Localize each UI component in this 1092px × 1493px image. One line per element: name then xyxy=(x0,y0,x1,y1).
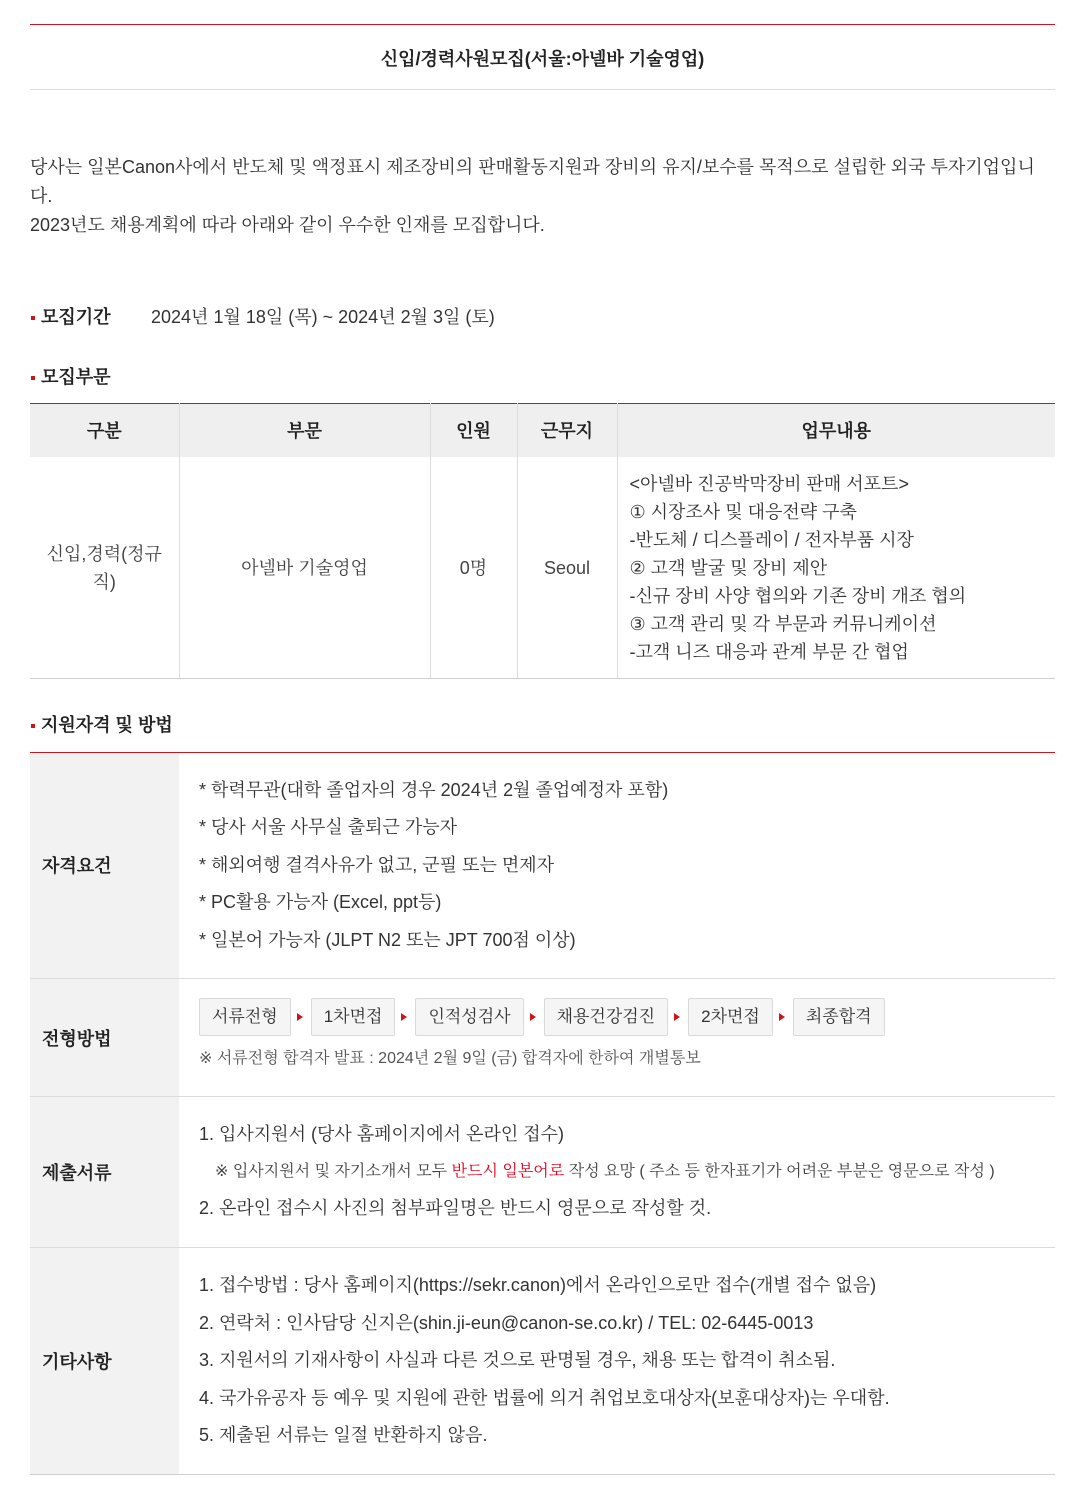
positions-table xyxy=(30,403,1055,679)
department-cell: 아넬바 기술영업 xyxy=(179,457,430,679)
recruitment-period xyxy=(30,302,1055,332)
requirements-row xyxy=(30,752,1055,979)
duty-line: ① 시장조사 및 대응전략 구축 xyxy=(629,501,857,522)
step-arrow-icon xyxy=(297,1013,303,1021)
duty-line: ② 고객 발굴 및 장비 제안 xyxy=(629,557,828,578)
column-header-category: 구분 xyxy=(30,404,179,457)
duty-line: -고객 니즈 대응과 관계 부문 간 협업 xyxy=(629,641,909,662)
requirement-item: * 학력무관(대학 졸업자의 경우 2024년 2월 졸업예정자 포함) xyxy=(199,779,669,800)
process-step: 1차면접 xyxy=(311,998,396,1036)
intro-text xyxy=(30,153,1055,240)
page-title: 신입/경력사원모집(서울:아넬바 기술영업) xyxy=(30,24,1055,90)
section-bullet-icon xyxy=(31,724,35,728)
duty-line: <아넬바 진공박막장비 판매 서포트> xyxy=(629,473,909,494)
column-header-location: 근무지 xyxy=(517,404,617,457)
step-arrow-icon xyxy=(401,1013,407,1021)
column-header-duties: 업무내용 xyxy=(617,404,1055,457)
requirement-item: * 당사 서울 사무실 출퇴근 가능자 xyxy=(199,817,458,837)
document-note xyxy=(199,1154,1045,1190)
process-step: 채용건강검진 xyxy=(544,998,669,1036)
duty-line: -신규 장비 사양 협의와 기존 장비 개조 협의 xyxy=(629,585,967,606)
section-bullet-icon xyxy=(31,376,35,380)
requirement-item: * PC활용 가능자 (Excel, ppt등) xyxy=(199,892,442,912)
document-note-suffix: 작성 요망 ( 주소 등 한자표기가 어려운 부분은 영문으로 작성 ) xyxy=(564,1162,995,1180)
others-item: 1. 접수방법 : 당사 홈페이지(https://sekr.canon)에서 온라인으로만 접수(개별 접수 없음) xyxy=(199,1275,877,1295)
others-item: 2. 연락처 : 인사담당 신지은(shin.ji-eun@canon-se.co.kr) / TEL: 02-6445-0013 xyxy=(199,1312,814,1333)
step-arrow-icon xyxy=(674,1013,680,1021)
table-row xyxy=(30,457,1055,679)
table-header-row xyxy=(30,404,1055,457)
document-note-highlight: 반드시 일본어로 xyxy=(451,1162,565,1180)
document-item: 2. 온라인 접수시 사진의 첨부파일명은 반드시 영문으로 작성할 것. xyxy=(199,1197,712,1218)
documents-content xyxy=(179,1097,1055,1248)
others-item: 3. 지원서의 기재사항이 사실과 다른 것으로 판명될 경우, 채용 또는 합격이 취소됨. xyxy=(199,1350,836,1370)
intro-paragraph: 당사는 일본Canon사에서 반도체 및 액정표시 제조장비의 판매활동지원과 장비의 유지/보수를 목적으로 설립한 외국 투자기업입니다. xyxy=(30,157,1035,206)
column-header-department: 부문 xyxy=(179,404,430,457)
others-label: 기타사항 xyxy=(30,1248,179,1475)
document-item: 1. 입사지원서 (당사 홈페이지에서 온라인 접수) xyxy=(199,1124,564,1144)
positions-section-title xyxy=(30,362,1055,392)
process-step: 인적성검사 xyxy=(415,998,523,1036)
documents-row xyxy=(30,1097,1055,1248)
positions-label: 모집부문 xyxy=(41,367,111,387)
requirement-item: * 일본어 가능자 (JLPT N2 또는 JPT 700점 이상) xyxy=(199,929,576,950)
step-arrow-icon xyxy=(779,1013,785,1021)
process-step: 최종합격 xyxy=(793,998,885,1036)
process-row xyxy=(30,979,1055,1097)
category-cell: 신입,경력(정규직) xyxy=(30,457,179,679)
duty-line: -반도체 / 디스플레이 / 전자부품 시장 xyxy=(629,529,914,550)
others-content xyxy=(179,1248,1055,1475)
others-item: 5. 제출된 서류는 일절 반환하지 않음. xyxy=(199,1425,488,1445)
requirements-label: 자격요건 xyxy=(30,752,179,979)
document-note-prefix: ※ 입사지원서 및 자기소개서 모두 xyxy=(215,1162,452,1180)
duty-line: ③ 고객 관리 및 각 부문과 커뮤니케이션 xyxy=(629,613,937,634)
intro-paragraph: 2023년도 채용계획에 따라 아래와 같이 우수한 인재를 모집합니다. xyxy=(30,215,545,235)
headcount-cell: 0명 xyxy=(430,457,517,679)
requirements-content xyxy=(179,752,1055,979)
others-row xyxy=(30,1248,1055,1475)
process-step: 서류전형 xyxy=(199,998,291,1036)
documents-label: 제출서류 xyxy=(30,1097,179,1248)
recruitment-notice xyxy=(30,0,1055,1475)
step-arrow-icon xyxy=(530,1013,536,1021)
application-table xyxy=(30,752,1055,1475)
column-header-headcount: 인원 xyxy=(430,404,517,457)
requirement-item: * 해외여행 결격사유가 없고, 군필 또는 면제자 xyxy=(199,854,554,875)
process-label: 전형방법 xyxy=(30,979,179,1097)
section-bullet-icon xyxy=(31,316,35,320)
process-step: 2차면접 xyxy=(688,998,773,1036)
period-value: 2024년 1월 18일 (목) ~ 2024년 2월 3일 (토) xyxy=(151,307,495,327)
process-steps xyxy=(199,998,1045,1036)
location-cell: Seoul xyxy=(517,457,617,679)
process-content xyxy=(179,979,1055,1097)
process-note: ※ 서류전형 합격자 발표 : 2024년 2월 9일 (금) 합격자에 한하여 개별통보 xyxy=(199,1050,701,1067)
application-label: 지원자격 및 방법 xyxy=(41,714,173,735)
application-section-title xyxy=(30,710,1055,740)
others-item: 4. 국가유공자 등 예우 및 지원에 관한 법률에 의거 취업보호대상자(보훈대상자)는 우대함. xyxy=(199,1387,890,1408)
period-label: 모집기간 xyxy=(41,307,111,327)
duties-cell xyxy=(617,457,1055,679)
